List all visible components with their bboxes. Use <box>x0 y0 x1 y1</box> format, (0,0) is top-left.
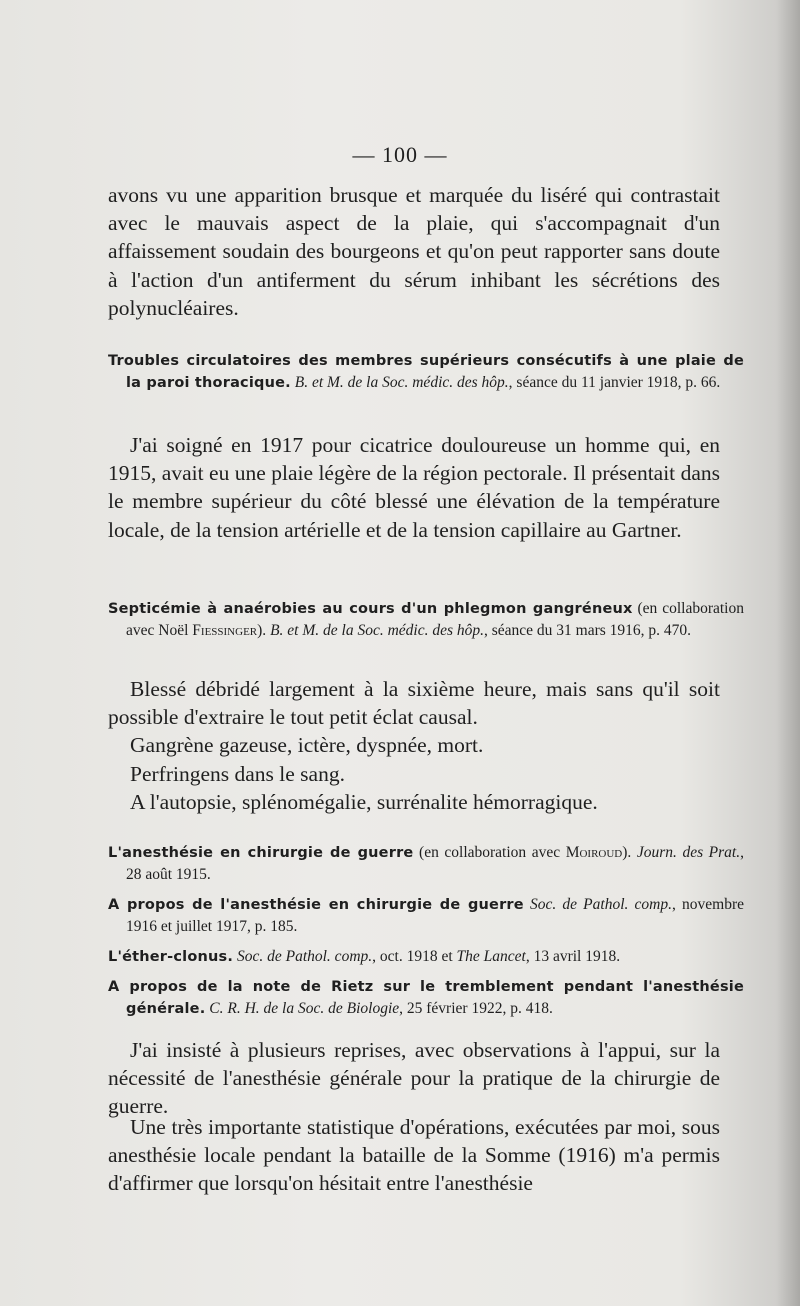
reference-title: L'éther-clonus. <box>108 949 234 965</box>
reference-details: , 28 août 1915. <box>126 844 744 883</box>
reference-a-propos-anesthesie <box>108 894 744 937</box>
page-number: — 100 — <box>352 142 448 167</box>
paragraph-line: Perfringens dans le sang. <box>130 761 345 786</box>
reference-details: , séance du 31 mars 1916, p. 470. <box>484 622 692 639</box>
reference-details: , séance du 11 janvier 1918, p. 66. <box>508 374 721 391</box>
paragraph-line: A l'autopsie, splénomégalie, surrénalite hémorragique. <box>130 789 598 814</box>
reference-collab-text: (en collaboration avec <box>413 844 566 861</box>
reference-author: Moiroud <box>565 844 623 861</box>
reference-collab-close: ). <box>257 622 271 639</box>
reference-title: L'anesthésie en chirurgie de guerre <box>108 845 414 861</box>
reference-title: A propos de l'anesthésie en chirurgie de guerre <box>108 897 524 913</box>
reference-journal: Journ. des Prat. <box>636 844 741 861</box>
reference-details: , 13 avril 1918. <box>525 948 621 965</box>
paragraph-blesse <box>108 675 720 816</box>
reference-title: A propos de la note de Rietz sur le tremblement pendant l'anesthésie générale. <box>108 979 744 1017</box>
reference-author: Fiessinger <box>192 622 258 639</box>
reference-journal: Soc. de Pathol. comp. <box>529 896 672 913</box>
reference-mid-text: , oct. 1918 et <box>372 948 457 965</box>
reference-collab-text: (en collaboration avec Noël <box>126 600 744 639</box>
reference-details: , novembre 1916 et juillet 1917, p. 185. <box>126 896 744 935</box>
paragraph-anesthesie-generale: J'ai insisté à plusieurs reprises, avec observations à l'appui, sur la nécessité de l'anesthésie générale pour la pratique de la chirurgie de guerre. <box>108 1038 720 1119</box>
reference-title: Troubles circulatoires des membres supérieurs consécutifs à une plaie de la paroi thoracique. <box>108 353 744 391</box>
reference-septicemie <box>108 598 744 641</box>
paragraph-continuation: avons vu une apparition brusque et marquée du liséré qui contrastait avec le mauvais aspect de la plaie, qui s'accompagnait d'un affaissement soudain des bourgeons et qu'on peut rapporter sans doute à l'action d'un antiferment du sérum inhibant les sécrétions des polynucléaires. <box>108 183 720 320</box>
reference-rietz-tremblement <box>108 976 744 1020</box>
reference-journal-2: The Lancet <box>456 948 526 965</box>
reference-journal: B. et M. de la Soc. médic. des hôp. <box>294 374 509 391</box>
reference-collab-close: ). <box>622 844 632 861</box>
reference-journal: Soc. de Pathol. comp. <box>236 948 373 965</box>
paragraph-line: Blessé débridé largement à la sixième heure, mais sans qu'il soit possible d'extraire le tout petit éclat causal. <box>108 677 720 730</box>
reference-details: , 25 février 1922, p. 418. <box>399 1000 553 1017</box>
reference-journal: C. R. H. de la Soc. de Biologie <box>209 1000 400 1017</box>
reference-troubles-circulatoires <box>108 350 744 394</box>
paragraph-gartner: J'ai soigné en 1917 pour cicatrice douloureuse un homme qui, en 1915, avait eu une plaie légère de la région pectorale. Il présentait dans le membre supérieur du côté blessé une élévation de la température locale, de la tension artérielle et de la tension capillaire au Gartner. <box>108 433 720 542</box>
paragraph-line: Gangrène gazeuse, ictère, dyspnée, mort. <box>130 733 484 758</box>
reference-journal: B. et M. de la Soc. médic. des hôp. <box>270 622 484 639</box>
reference-ether-clonus <box>108 946 744 968</box>
reference-title: Septicémie à anaérobies au cours d'un phlegmon gangréneux <box>108 601 633 617</box>
paragraph-statistique: Une très importante statistique d'opérations, exécutées par moi, sous anesthésie locale pendant la bataille de la Somme (1916) m'a permis d'affirmer que lorsqu'on hésitait entre l'anesthésie <box>108 1115 720 1196</box>
reference-anesthesie-guerre <box>108 842 744 885</box>
